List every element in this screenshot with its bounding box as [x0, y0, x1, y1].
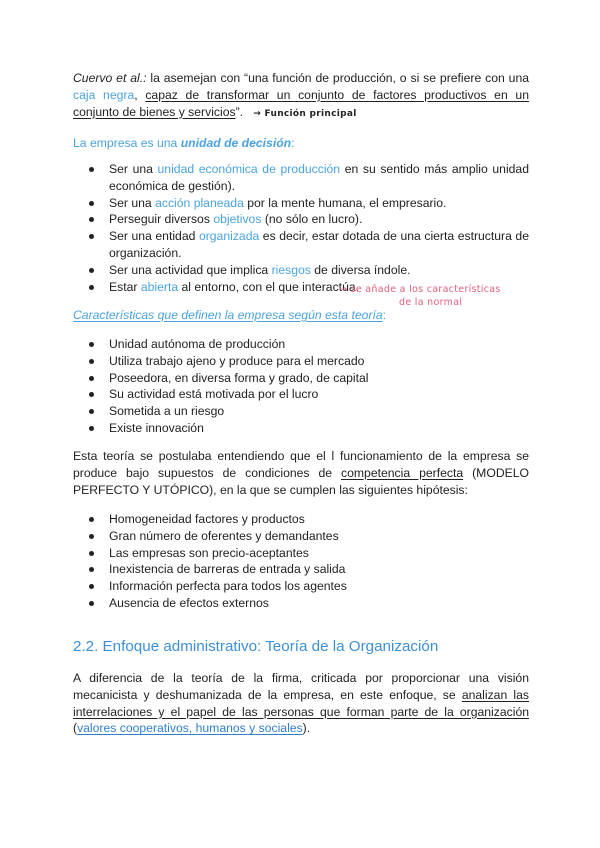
bullet [89, 409, 94, 414]
item-pre: Ser una [109, 162, 158, 176]
characteristics-title [73, 307, 386, 324]
section-pre: A diferencia de la teoría de la firma, criticada por proporcionar una visión mecanicista y deshumanizada de la empresa, en este enfoque, se [73, 671, 529, 702]
section-paragraph [73, 670, 529, 737]
list-item [73, 420, 529, 437]
bullet [89, 426, 94, 431]
list-item [73, 211, 529, 228]
bullet [89, 551, 94, 556]
item-post: en su sentido más amplio unidad económica de gestión). [109, 162, 529, 193]
list-item [73, 386, 529, 403]
item-text: Inexistencia de barreras de entrada y salida [109, 562, 346, 577]
bullet [89, 584, 94, 589]
hypotheses-list [73, 511, 529, 612]
intro-author: Cuervo et al.: [73, 71, 147, 85]
handwritten-annotation [339, 284, 501, 308]
bullet [89, 359, 94, 364]
section-heading: 2.2. Enfoque administrativo: Teoría de la Organización [73, 638, 439, 655]
handwritten-note-function: → Función principal [253, 108, 357, 119]
item-post: por la mente humana, el empresario. [243, 195, 447, 210]
theory-pre: Esta teoría se postulaba entendiendo que el l funcionamiento de la empresa se produce bajo supuestos de condiciones de [73, 449, 529, 480]
list-item [73, 262, 529, 279]
intro-text: la asemejan con “una función de producción, o si se prefiere con una [146, 71, 529, 85]
item-pre: Ser una entidad [109, 229, 199, 244]
item-text: Poseedora, en diversa forma y grado, de capital [109, 370, 369, 385]
intro-end: ”. [235, 104, 244, 119]
section-underlined: analizan las interrelaciones y el papel de las personas que forman parte de la organización [73, 687, 529, 719]
item-text: Ausencia de efectos externos [109, 595, 269, 610]
item-text: Gran número de oferentes y demandantes [109, 528, 339, 543]
intro-comma: , [134, 87, 146, 102]
list-item [73, 528, 529, 545]
item-post: (no sólo en lucro). [261, 212, 363, 227]
intro-caja-negra: caja negra [73, 87, 135, 102]
characteristics-colon: : [382, 308, 386, 322]
section-end: ). [302, 721, 311, 736]
list-item [73, 545, 529, 562]
intro-underlined: capaz de transformar un conjunto de factores productivos en un conjunto de bienes y servicios [73, 87, 529, 119]
item-highlight: unidad económica de producción [157, 162, 341, 176]
characteristics-list [73, 336, 529, 437]
theory-paragraph [73, 448, 529, 498]
bullet [89, 601, 94, 606]
item-text: Su actividad está motivada por el lucro [109, 387, 319, 402]
intro-paragraph [73, 70, 529, 122]
item-post: al entorno, con el que interactúa. [178, 279, 360, 294]
item-post: de diversa índole. [310, 262, 411, 277]
bullet [89, 234, 94, 239]
item-text: Información perfecta para todos los agentes [109, 579, 347, 594]
list-item [73, 228, 529, 262]
bullet [89, 567, 94, 572]
bullet [89, 201, 94, 206]
list-item [73, 511, 529, 528]
bullet [89, 268, 94, 273]
item-highlight: abierta [140, 279, 179, 294]
list-item [73, 561, 529, 578]
item-text: Sometida a un riesgo [109, 404, 225, 419]
decision-heading [73, 135, 295, 152]
item-highlight: organizada [198, 229, 260, 244]
item-highlight: objetivos [213, 212, 262, 227]
item-text: Homogeneidad factores y productos [109, 512, 305, 526]
section-link[interactable]: valores cooperativos, humanos y sociales [77, 721, 303, 736]
item-pre: Estar [109, 279, 141, 294]
theory-underlined: competencia perfecta [341, 465, 464, 480]
item-highlight: acción planeada [155, 195, 244, 210]
item-text: Existe innovación [109, 420, 204, 435]
bullet [89, 217, 94, 222]
list-item [73, 353, 529, 370]
item-text: Utiliza trabajo ajeno y produce para el mercado [109, 353, 365, 368]
bullet [89, 517, 94, 522]
bullet [89, 285, 94, 290]
list-item [73, 595, 529, 612]
decision-text: La empresa es una [73, 136, 181, 150]
bullet [89, 392, 94, 397]
item-post: es decir, estar dotada de una cierta estructura de organización. [109, 229, 529, 260]
bullet [89, 534, 94, 539]
list-item [73, 161, 529, 195]
characteristics-title-text: Características que definen la empresa según esta teoría [73, 308, 383, 322]
decision-colon: : [291, 136, 295, 150]
item-pre: Ser una actividad que implica [109, 262, 272, 277]
item-highlight: riesgos [271, 262, 311, 277]
bullet [89, 342, 94, 347]
list-item [73, 403, 529, 420]
item-pre: Perseguir diversos [109, 212, 214, 227]
bullet [89, 167, 94, 172]
annotation-line-2: de la normal [399, 297, 463, 308]
item-pre: Ser una [109, 195, 156, 210]
bullet [89, 376, 94, 381]
list-item [73, 578, 529, 595]
section-mid: ( [73, 721, 78, 736]
list-item [73, 370, 529, 387]
item-text: Las empresas son precio-aceptantes [109, 545, 309, 560]
annotation-line-1: → se añade a los características [339, 284, 501, 295]
list-item [73, 195, 529, 212]
decision-list [73, 161, 529, 295]
list-item [73, 336, 529, 353]
item-text: Unidad autónoma de producción [109, 337, 286, 351]
theory-post: (MODELO PERFECTO Y UTÓPICO), en la que se cumplen las siguientes hipótesis: [73, 465, 530, 497]
decision-bold: unidad de decisión [180, 136, 292, 150]
